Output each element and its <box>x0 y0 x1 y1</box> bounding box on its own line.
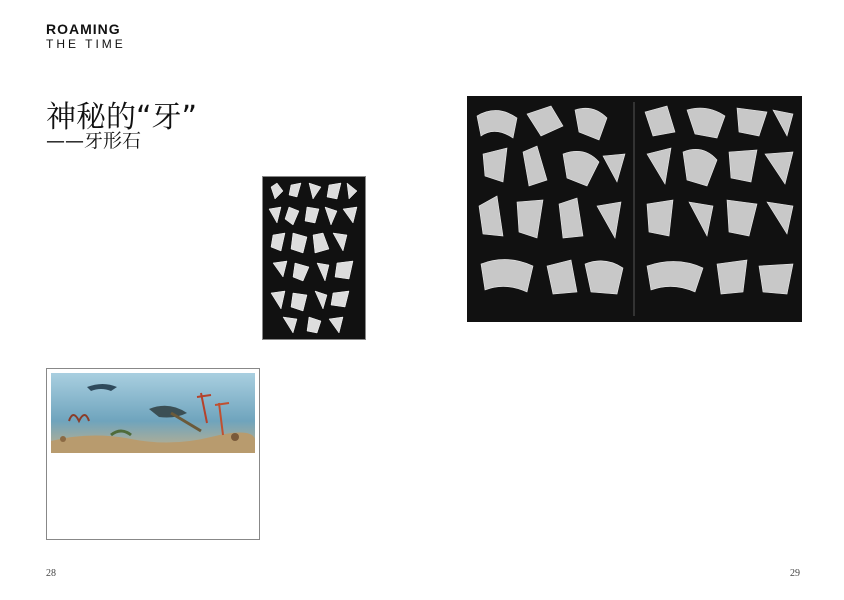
column-left-page-2 <box>284 356 380 552</box>
page-number-right: 29 <box>790 568 800 579</box>
column-right-page-3 <box>700 356 804 552</box>
header-line-2: THE TIME <box>46 37 126 51</box>
marine-life-illustration <box>51 373 255 453</box>
intro-text <box>46 176 250 336</box>
article-title: 神秘的“牙” <box>46 100 198 135</box>
column-right-page-2 <box>584 356 680 552</box>
page-number-left: 28 <box>46 568 56 579</box>
fossil-plate-image <box>467 96 802 322</box>
article-subtitle: ——牙形石 <box>46 130 142 152</box>
marine-life-illustration-box <box>46 368 260 540</box>
magazine-header <box>46 22 126 50</box>
column-right-page-1 <box>467 356 563 552</box>
header-line-1: ROAMING <box>46 21 121 37</box>
fossil-card-image <box>262 176 366 340</box>
